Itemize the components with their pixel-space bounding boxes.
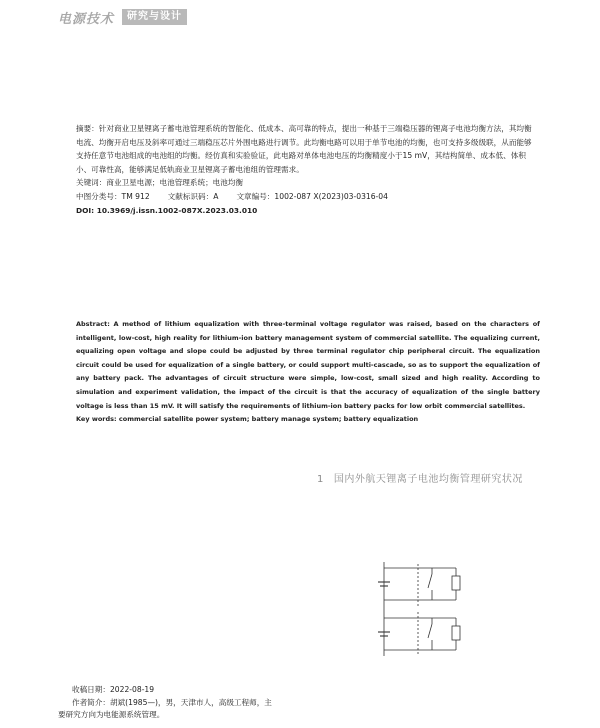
section-tag: 研究与设计: [122, 9, 187, 25]
footnote-block: [58, 684, 358, 722]
article-number: 文章编号：1002-087 X(2023)03-0316-04: [236, 191, 388, 201]
upper-switch-blade: [428, 574, 432, 588]
chinese-abstract-text: 摘要：针对商业卫星锂离子蓄电池管理系统的智能化、低成本、高可靠的特点，提出一种基于三端稳压器的锂离子电池均衡方法，其均衡电流、均衡开启电压及斜率可通过三端稳压芯片外围电路进行调节。此均衡电路可以用于单节电池的均衡，也可支持多级级联，从而能够支持任意节电池组成的电池组的均衡。经仿真和实验验证，此电路对单体电池电压的均衡精度小于15 mV，其结构简单、成本低、体积小、可靠性高，能够满足低轨商业卫星锂离子蓄电池组的管理需求。: [76, 124, 532, 174]
english-abstract-block: [76, 318, 540, 427]
chinese-keywords: 关键词：商业卫星电源；电池管理系统；电池均衡: [76, 178, 244, 188]
doi: DOI: 10.3969/j.issn.1002-087X.2023.03.010: [76, 205, 258, 215]
english-abstract-text: Abstract: A method of lithium equalization with three-terminal voltage regulator was raised, based on the characters of intelligent, low-cost, high reality for lithium-ion battery management system of commercial satellite. The equalizing current, equalizing open voltage and slope could be adjusted by three terminal regulator chip peripheral circuit. The equalization circuit could be used for equalization of a single battery, or could support multi-cascade, so as to support the equalization of any battery pack. The advantages of circuit structure were simple, low-cost, small sized and high reality. According to simulation and experiment validation, the impact of the circuit is that the accuracy of equalization of the single battery voltage is less than 15 mV. It will satisfy the requirements of lithium-ion battery packs for low orbit commercial satellites.: [76, 320, 540, 410]
document-code: 文献标识码：A: [167, 191, 219, 201]
journal-name: 电源技术: [58, 11, 115, 27]
section-number: 1: [317, 474, 324, 485]
clc-number: 中图分类号：TM 912: [76, 191, 150, 201]
lower-resistor: [452, 626, 460, 640]
lower-switch-blade: [428, 624, 432, 638]
author-info-line2: 要研究方向为电能源系统管理。: [58, 710, 165, 720]
english-keywords: Key words: commercial satellite power system; battery manage system; battery equalization: [76, 415, 419, 424]
received-date: 收稿日期：2022-08-19: [72, 685, 155, 694]
page-header: [58, 8, 187, 26]
chinese-abstract-block: [76, 122, 538, 217]
upper-resistor: [452, 576, 460, 590]
classification-line: [76, 190, 538, 204]
section-heading: [317, 470, 523, 485]
circuit-diagram: [370, 556, 470, 662]
author-info-line1: 作者简介：胡斌(1985—)，男，天津市人，高级工程师，主: [72, 697, 272, 707]
section-title: 国内外航天锂离子电池均衡管理研究状况: [333, 474, 523, 485]
